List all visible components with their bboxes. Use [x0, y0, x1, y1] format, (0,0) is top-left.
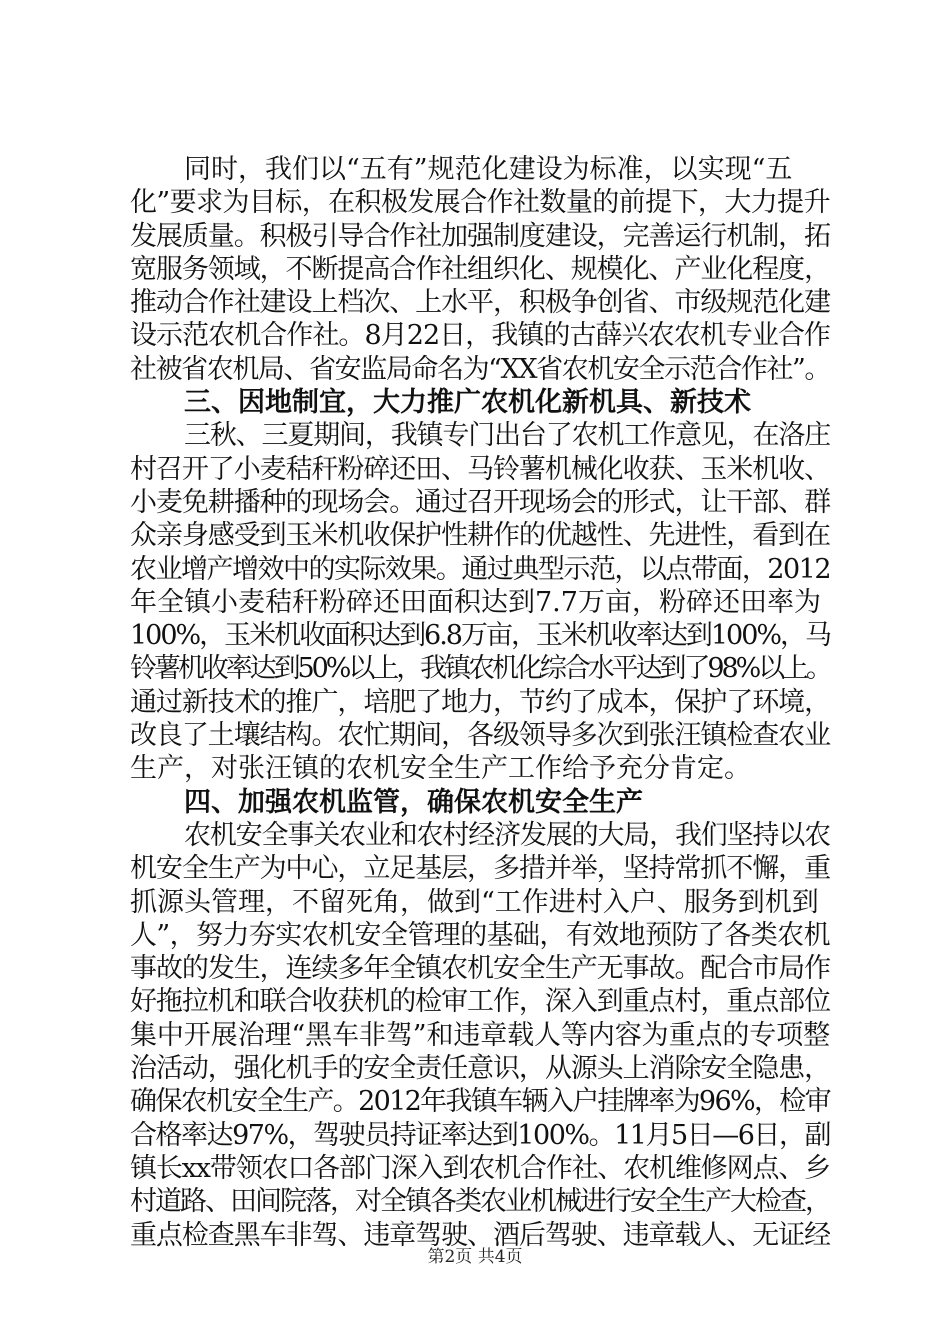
text-line: 村道路、田间院落，对全镇各类农业机械进行安全生产大检查，	[130, 1186, 830, 1218]
text-line: 生产，对张汪镇的农机安全生产工作给予充分肯定。	[130, 753, 751, 785]
document-body	[130, 153, 830, 1252]
text-line: 合格率达97%，驾驶员持证率达到100%。11月5日—6日，副	[130, 1119, 830, 1151]
text-line: 好拖拉机和联合收获机的检审工作，深入到重点村，重点部位	[130, 986, 830, 1018]
page-footer: 第2页 共4页	[427, 1247, 523, 1267]
text-line: 机安全生产为中心，立足基层，多措并举，坚持常抓不懈，重	[130, 853, 830, 885]
text-line: 农业增产增效中的实际效果。通过典型示范，以点带面，2012	[130, 553, 830, 585]
text-line: 化”要求为目标，在积极发展合作社数量的前提下，大力提升	[130, 187, 830, 219]
text-line: 人”，努力夯实农机安全管理的基础，有效地预防了各类农机	[130, 919, 830, 951]
text-line: 同时，我们以“五有”规范化建设为标准，以实现“五	[184, 154, 793, 185]
text-line: 抓源头管理，不留死角，做到“工作进村入户、服务到机到	[130, 886, 819, 918]
text-line: 治活动，强化机手的安全责任意识，从源头上消除安全隐患，	[130, 1053, 830, 1085]
text-line: 设示范农机合作社。8月22日，我镇的古薛兴农农机专业合作	[130, 320, 830, 352]
text-line: 镇长xx带领农口各部门深入到农机合作社、农机维修网点、乡	[130, 1152, 831, 1184]
text-line: 事故的发生，连续多年全镇农机安全生产无事故。配合市局作	[130, 953, 830, 985]
text-line: 小麦免耕播种的现场会。通过召开现场会的形式，让干部、群	[130, 486, 830, 518]
text-line: 宽服务领域，不断提高合作社组织化、规模化、产业化程度，	[130, 253, 830, 285]
text-line: 三秋、三夏期间，我镇专门出台了农机工作意见，在洛庄	[184, 420, 830, 452]
text-line: 年全镇小麦秸秆粉碎还田面积达到7.7万亩，粉碎还田率为	[130, 586, 821, 618]
text-line: 众亲身感受到玉米机收保护性耕作的优越性、先进性，看到在	[130, 520, 830, 552]
text-line: 集中开展治理“黑车非驾”和违章载人等内容为重点的专项整	[130, 1019, 830, 1051]
text-line: 通过新技术的推广，培肥了地力，节约了成本，保护了环境，	[130, 686, 830, 718]
section-heading: 四、加强农机监管，确保农机安全生产	[184, 786, 643, 818]
text-line: 社被省农机局、省安监局命名为“XX省农机安全示范合作社”。	[130, 353, 830, 385]
text-line: 铃薯机收率达到50%以上，我镇农机化综合水平达到了98%以上。	[130, 653, 830, 685]
text-line: 农机安全事关农业和农村经济发展的大局，我们坚持以农	[184, 819, 830, 851]
text-line: 改良了土壤结构。农忙期间，各级领导多次到张汪镇检查农业	[130, 720, 830, 752]
text-line: 100%，玉米机收面积达到6.8万亩，玉米机收率达到100%，马	[130, 620, 830, 652]
text-line: 确保农机安全生产。2012年我镇车辆入户挂牌率为96%，检审	[130, 1086, 830, 1118]
text-line: 村召开了小麦秸秆粉碎还田、马铃薯机械化收获、玉米机收、	[130, 453, 830, 485]
text-line: 推动合作社建设上档次、上水平，积极争创省、市级规范化建	[130, 287, 830, 319]
text-line: 发展质量。积极引导合作社加强制度建设，完善运行机制，拓	[130, 220, 830, 252]
text-line: 重点检查黑车非驾、违章驾驶、酒后驾驶、违章载人、无证经	[130, 1219, 830, 1251]
section-heading: 三、因地制宜，大力推广农机化新机具、新技术	[184, 387, 751, 419]
